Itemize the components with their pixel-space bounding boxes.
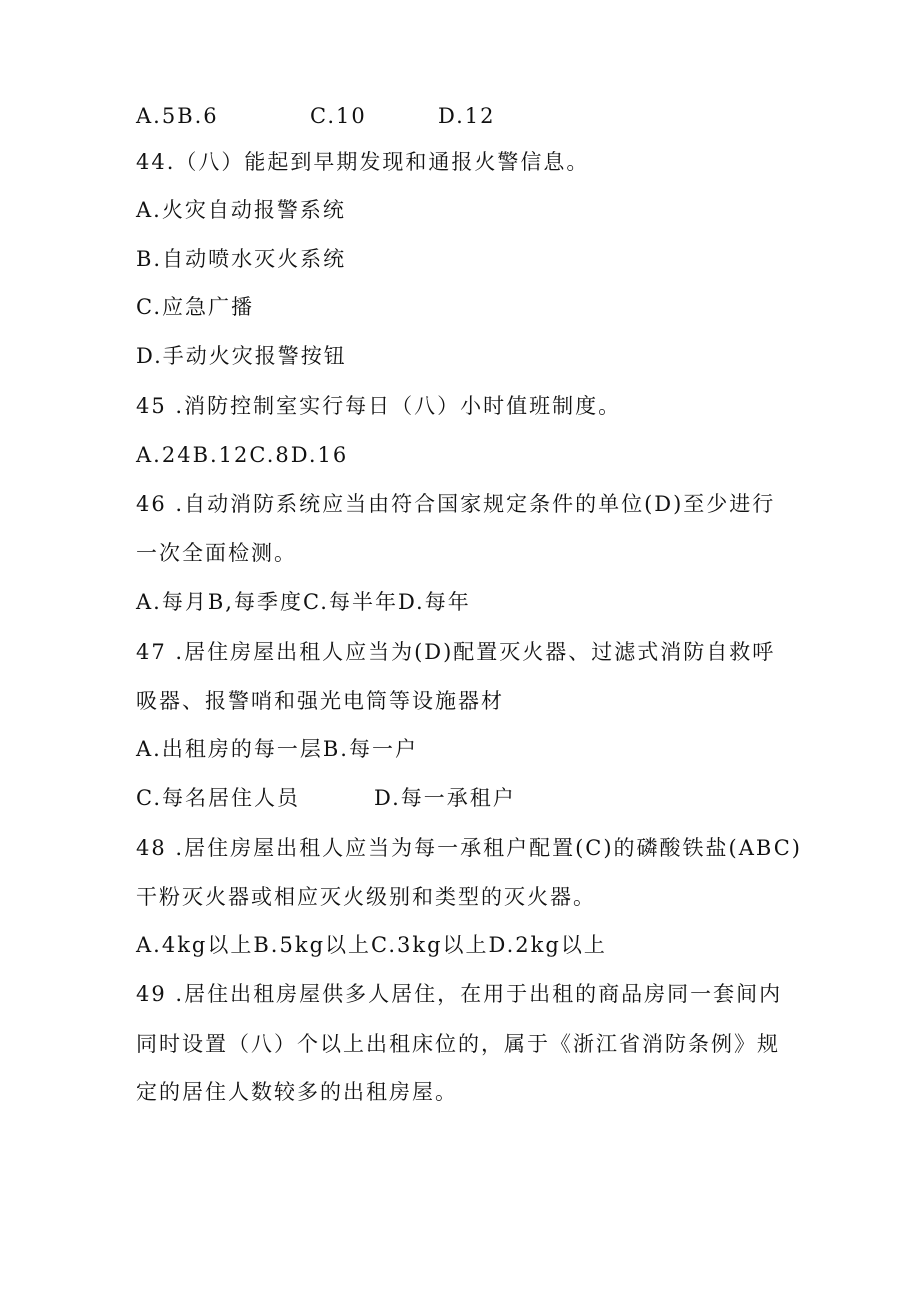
q43-option-c: C.10 — [310, 104, 367, 128]
q49-text-line1: 49 .居住出租房屋供多人居住，在用于出租的商品房同一套间内 — [136, 982, 783, 1006]
q44-option-c: C.应急广播 — [136, 295, 254, 319]
q49-text-line3: 定的居住人数较多的出租房屋。 — [136, 1080, 458, 1104]
q47-option-d: D.每一承租户 — [374, 786, 516, 810]
q44-text: 44.（八）能起到早期发现和通报火警信息。 — [136, 150, 590, 174]
q49-text-line2: 同时设置（八）个以上出租床位的，属于《浙江省消防条例》规 — [136, 1032, 780, 1056]
q44-option-d: D.手动火灾报警按钮 — [136, 344, 347, 368]
q48-text-line2: 干粉灭火器或相应灭火级别和类型的灭火器。 — [136, 885, 596, 909]
q47-text-line2: 吸器、报警哨和强光电筒等设施器材 — [136, 689, 504, 713]
q48-options: A.4kg以上B.5kg以上C.3kg以上D.2kg以上 — [136, 933, 607, 957]
q47-option-c: C.每名居住人员 — [136, 786, 300, 810]
q45-options: A.24B.12C.8D.16 — [136, 443, 349, 467]
q48-text-line1: 48 .居住房屋出租人应当为每一承租户配置(C)的磷酸铁盐(ABC) — [136, 836, 802, 860]
q46-text-line1: 46 .自动消防系统应当由符合国家规定条件的单位(D)至少进行 — [136, 492, 776, 516]
q44-option-a: A.火灾自动报警系统 — [136, 198, 346, 222]
q47-options-ab: A.出租房的每一层B.每一户 — [136, 737, 418, 761]
q45-text: 45 .消防控制室实行每日（八）小时值班制度。 — [136, 394, 622, 418]
q44-option-b: B.自动喷水灭火系统 — [136, 247, 347, 271]
q46-options: A.每月B,每季度C.每半年D.每年 — [136, 590, 471, 614]
q47-text-line1: 47 .居住房屋出租人应当为(D)配置灭火器、过滤式消防自救呼 — [136, 640, 776, 664]
q46-text-line2: 一次全面检测。 — [136, 541, 297, 565]
q43-option-d: D.12 — [438, 104, 496, 128]
q43-option-ab: A.5B.6 — [136, 104, 219, 128]
